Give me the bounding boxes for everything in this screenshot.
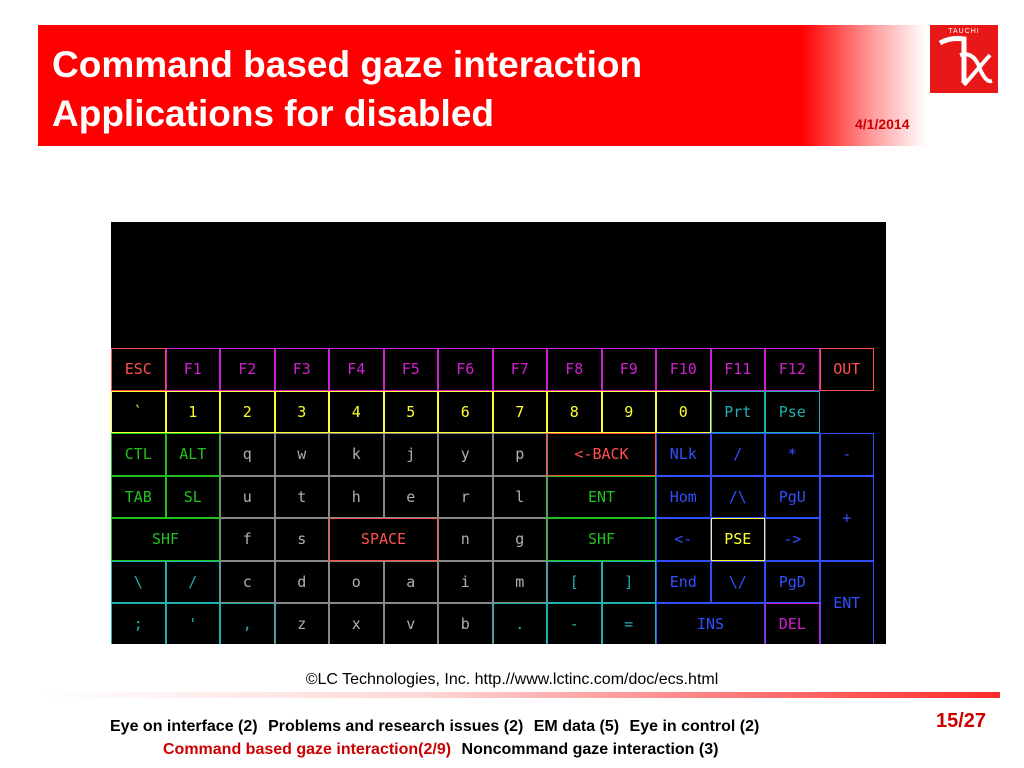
key-18[interactable]: 4 (329, 391, 384, 434)
key-74[interactable]: \/ (711, 561, 766, 604)
footer-nav-item[interactable]: EM data (5) (533, 718, 620, 735)
key-2[interactable]: F2 (220, 348, 275, 391)
key-5[interactable]: F5 (384, 348, 439, 391)
key-0[interactable]: ESC (111, 348, 166, 391)
key-16[interactable]: 2 (220, 391, 275, 434)
key-81[interactable]: x (329, 603, 384, 644)
key-58[interactable]: g (493, 518, 548, 561)
key-61[interactable]: PSE (711, 518, 766, 561)
key-59[interactable]: SHF (547, 518, 656, 561)
key-40[interactable]: TAB (111, 476, 166, 519)
key-73[interactable]: End (656, 561, 711, 604)
key-79[interactable]: , (220, 603, 275, 644)
key-87[interactable]: INS (656, 603, 765, 644)
key-68[interactable]: a (384, 561, 439, 604)
key-22[interactable]: 8 (547, 391, 602, 434)
key-36[interactable]: NLk (656, 433, 711, 476)
key-21[interactable]: 7 (493, 391, 548, 434)
key-88[interactable]: DEL (765, 603, 820, 644)
key-14[interactable]: ` (111, 391, 166, 434)
key-70[interactable]: m (493, 561, 548, 604)
key-12[interactable]: F12 (765, 348, 820, 391)
slide-title-line2: Applications for disabled (52, 93, 494, 134)
key-35[interactable]: <-BACK (547, 433, 656, 476)
footer-nav-line2 (163, 741, 718, 759)
key-15[interactable]: 1 (166, 391, 221, 434)
key-77[interactable]: ; (111, 603, 166, 644)
footer-nav-line1 (110, 718, 765, 736)
key-82[interactable]: v (384, 603, 439, 644)
key-83[interactable]: b (438, 603, 493, 644)
key-65[interactable]: c (220, 561, 275, 604)
key-43[interactable]: t (275, 476, 330, 519)
key-62[interactable]: -> (765, 518, 820, 561)
key-54[interactable]: f (220, 518, 275, 561)
key-44[interactable]: h (329, 476, 384, 519)
key-56[interactable]: SPACE (329, 518, 438, 561)
key-49[interactable]: Hom (656, 476, 711, 519)
key-33[interactable]: y (438, 433, 493, 476)
key-25[interactable]: Prt (711, 391, 766, 434)
slide-date: 4/1/2014 (855, 116, 910, 132)
key-46[interactable]: r (438, 476, 493, 519)
page-number: 15/27 (936, 710, 987, 732)
gaze-keyboard-screen (111, 222, 886, 644)
footer-divider (40, 692, 1000, 698)
key-31[interactable]: k (329, 433, 384, 476)
tauchi-logo (930, 25, 998, 93)
key-3[interactable]: F3 (275, 348, 330, 391)
key-64[interactable]: / (166, 561, 221, 604)
tauchi-logo-text: TAUCHI (948, 28, 980, 35)
key-20[interactable]: 6 (438, 391, 493, 434)
key-85[interactable]: - (547, 603, 602, 644)
footer-nav-current[interactable]: Command based gaze interaction(2/9) (163, 741, 452, 758)
key-60[interactable]: <- (656, 518, 711, 561)
key-78[interactable]: ' (166, 603, 221, 644)
key-23[interactable]: 9 (602, 391, 657, 434)
key-86[interactable]: = (602, 603, 657, 644)
key-38[interactable]: * (765, 433, 820, 476)
key-47[interactable]: l (493, 476, 548, 519)
slide-title-line1: Command based gaze interaction (52, 44, 643, 85)
key-10[interactable]: F10 (656, 348, 711, 391)
key-50[interactable]: /\ (711, 476, 766, 519)
image-credit: ©LC Technologies, Inc. http.//www.lctinc.com/doc/ecs.html (305, 671, 719, 688)
key-9[interactable]: F9 (602, 348, 657, 391)
key-4[interactable]: F4 (329, 348, 384, 391)
footer-nav-item[interactable]: Eye in control (2) (629, 718, 760, 735)
key-6[interactable]: F6 (438, 348, 493, 391)
key-71[interactable]: [ (547, 561, 602, 604)
key-7[interactable]: F7 (493, 348, 548, 391)
key-13[interactable]: OUT (820, 348, 875, 391)
key-19[interactable]: 5 (384, 391, 439, 434)
key-39[interactable]: - (820, 433, 875, 476)
key-8[interactable]: F8 (547, 348, 602, 391)
key-34[interactable]: p (493, 433, 548, 476)
key-26[interactable]: Pse (765, 391, 820, 434)
key-55[interactable]: s (275, 518, 330, 561)
key-28[interactable]: ALT (166, 433, 221, 476)
key-76[interactable]: ENT (820, 561, 875, 645)
key-48[interactable]: ENT (547, 476, 656, 519)
key-57[interactable]: n (438, 518, 493, 561)
key-1[interactable]: F1 (166, 348, 221, 391)
footer-nav-item[interactable]: Eye on interface (2) (110, 718, 258, 735)
key-32[interactable]: j (384, 433, 439, 476)
key-29[interactable]: q (220, 433, 275, 476)
key-30[interactable]: w (275, 433, 330, 476)
key-27[interactable]: CTL (111, 433, 166, 476)
key-51[interactable]: PgU (765, 476, 820, 519)
key-63[interactable]: \ (111, 561, 166, 604)
footer-nav-item[interactable]: Problems and research issues (2) (268, 718, 524, 735)
key-84[interactable]: . (493, 603, 548, 644)
tauchi-logo-icon (930, 25, 998, 93)
key-80[interactable]: z (275, 603, 330, 644)
key-69[interactable]: i (438, 561, 493, 604)
key-66[interactable]: d (275, 561, 330, 604)
footer-nav-item[interactable]: Noncommand gaze interaction (3) (461, 741, 719, 758)
key-75[interactable]: PgD (765, 561, 820, 604)
key-42[interactable]: u (220, 476, 275, 519)
key-67[interactable]: o (329, 561, 384, 604)
key-52[interactable]: + (820, 476, 875, 561)
key-53[interactable]: SHF (111, 518, 220, 561)
key-17[interactable]: 3 (275, 391, 330, 434)
key-24[interactable]: 0 (656, 391, 711, 434)
key-45[interactable]: e (384, 476, 439, 519)
key-72[interactable]: ] (602, 561, 657, 604)
key-11[interactable]: F11 (711, 348, 766, 391)
key-37[interactable]: / (711, 433, 766, 476)
key-41[interactable]: SL (166, 476, 221, 519)
